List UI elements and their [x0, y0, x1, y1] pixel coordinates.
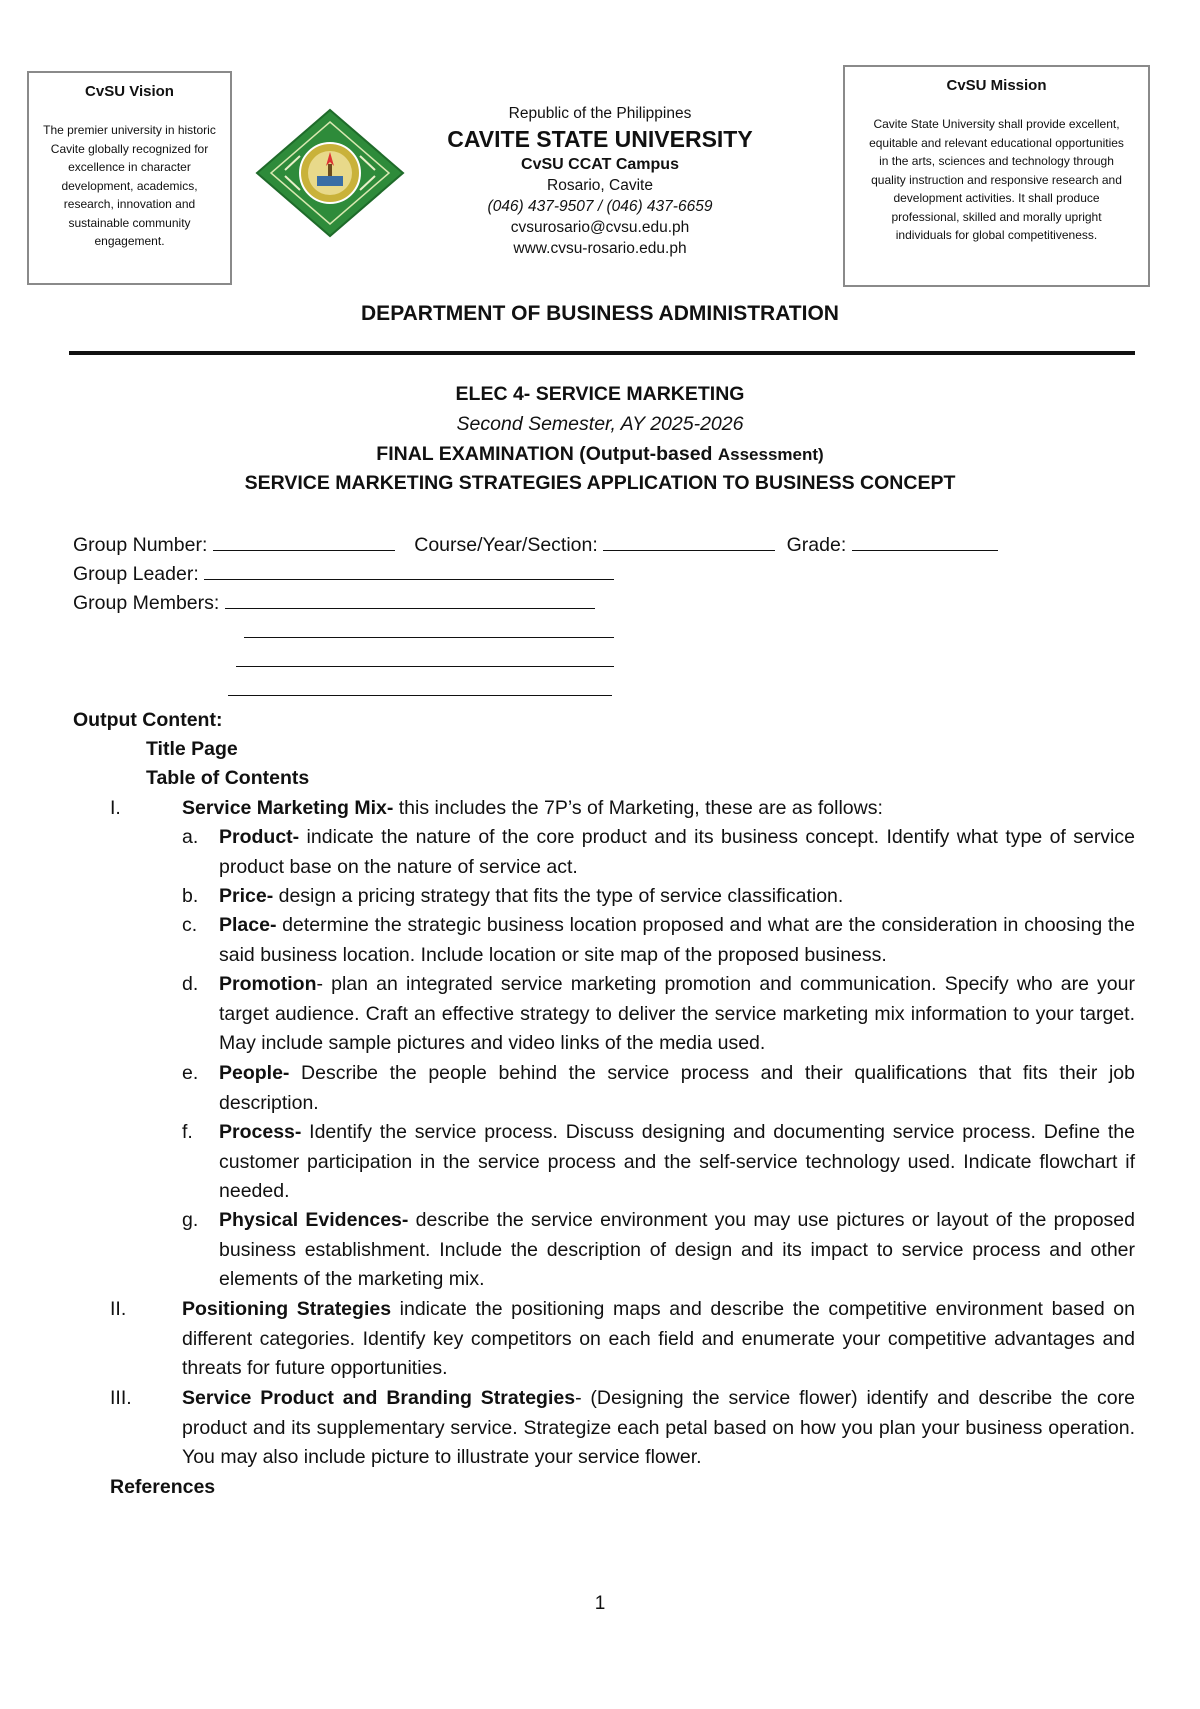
item-text: determine the strategic business location proposed and what are the consideration in choosing the said business location. Include location or site map of the proposed business.: [219, 914, 1135, 966]
exam-title-main: FINAL EXAMINATION (Output-based: [376, 443, 718, 465]
department-title: DEPARTMENT OF BUSINESS ADMINISTRATION: [361, 302, 839, 325]
vision-box: [27, 71, 232, 285]
section-label: Positioning Strategies: [182, 1298, 392, 1320]
course-year-section-label: Course/Year/Section:: [414, 534, 598, 556]
section-text: indicate the positioning maps and describe the competitive environment based on different categories. Identify key competitors on each field and enumerate your competitive advantages and threats for future opportunities.: [182, 1298, 1135, 1380]
group-leader-label: Group Leader:: [73, 563, 199, 585]
campus-email: cvsurosario@cvsu.edu.ph: [510, 219, 690, 236]
header-divider: [69, 351, 1135, 355]
item-label: Price-: [219, 885, 274, 907]
republic-line: Republic of the Philippines: [508, 105, 692, 122]
item-text: - plan an integrated service marketing promotion and communication. Specify who are your target audience. Craft an effective strategy to deliver the service marketing mix information to your target. May include sample pictures and video links of the media used.: [219, 973, 1135, 1055]
item-text: Describe the people behind the service process and their qualifications that fits their job description.: [219, 1062, 1135, 1114]
course-title: ELEC 4- SERVICE MARKETING: [455, 383, 745, 405]
campus-name: CvSU CCAT Campus: [521, 156, 679, 173]
section-marker: I.: [110, 797, 121, 819]
grade-field[interactable]: [852, 532, 998, 551]
section-marker: II.: [110, 1298, 127, 1320]
vision-title: CvSU Vision: [85, 83, 174, 100]
university-name: CAVITE STATE UNIVERSITY: [447, 126, 753, 152]
exam-title-sub: Assessment): [717, 445, 824, 464]
form-row-1: [73, 532, 998, 557]
group-member-field[interactable]: [244, 619, 614, 638]
item-text: Identify the service process. Discuss designing and documenting service process. Define the customer participation in the service process and the self-service technology used. Indicate flowchart if needed.: [219, 1121, 1135, 1203]
item-marker: c.: [182, 914, 198, 936]
campus-location: Rosario, Cavite: [547, 177, 653, 194]
item-label: Process-: [219, 1121, 302, 1143]
references-heading: References: [110, 1476, 216, 1498]
campus-phone: (046) 437-9507 / (046) 437-6659: [487, 198, 713, 215]
campus-website: www.cvsu-rosario.edu.ph: [513, 240, 687, 257]
course-year-section-field[interactable]: [603, 532, 775, 551]
item-marker: b.: [182, 885, 199, 907]
group-member-field[interactable]: [236, 648, 614, 667]
semester-line: Second Semester, AY 2025-2026: [456, 413, 744, 435]
grade-label: Grade:: [786, 534, 847, 556]
group-members-label: Group Members:: [73, 592, 220, 614]
section-text: - (Designing the service flower) identify and describe the core product and its supplementary service. Strategize each petal based on how you plan your business operation. You may also include picture to illustrate your service flower.: [182, 1387, 1135, 1469]
exam-topic: SERVICE MARKETING STRATEGIES APPLICATION TO BUSINESS CONCEPT: [244, 472, 956, 494]
group-member-field[interactable]: [225, 590, 595, 609]
item-label: Promotion: [219, 973, 317, 995]
form-row-3: [73, 590, 595, 615]
item-label: Physical Evidences-: [219, 1209, 409, 1231]
cvsu-seal-icon: [255, 108, 405, 243]
item-marker: a.: [182, 826, 199, 848]
item-text: describe the service environment you may use pictures or layout of the proposed business establishment. Include the description of design and its impact to service process and other elements of the marketing mix.: [219, 1209, 1135, 1291]
item-label: People-: [219, 1062, 290, 1084]
form-row-2: [73, 561, 614, 586]
section-marker: III.: [110, 1387, 132, 1409]
section-label: Service Product and Branding Strategies: [182, 1387, 576, 1409]
group-leader-field[interactable]: [204, 561, 614, 580]
item-marker: d.: [182, 973, 199, 995]
toc-item: Table of Contents: [146, 767, 310, 789]
section-label: Service Marketing Mix-: [182, 797, 394, 819]
section-text: this includes the 7P’s of Marketing, these are as follows:: [393, 797, 883, 819]
title-page-item: Title Page: [146, 738, 238, 760]
form-row-5: [236, 648, 614, 673]
page-number: 1: [594, 1593, 606, 1614]
mission-title: CvSU Mission: [946, 77, 1047, 94]
item-marker: g.: [182, 1209, 199, 1231]
form-row-4: [244, 619, 614, 644]
group-number-label: Group Number:: [73, 534, 208, 556]
mission-box: [843, 65, 1150, 287]
item-text: indicate the nature of the core product and its business concept. Identify what type of service product base on the nature of service act.: [219, 826, 1135, 878]
university-header: [400, 103, 800, 259]
item-label: Place-: [219, 914, 277, 936]
exam-title: [0, 443, 1200, 466]
mission-text: Cavite State University shall provide excellent, equitable and relevant educational opportunities in the arts, sciences and technology through quality instruction and responsive research and development activities. It shall produce professional, skilled and morally upright individuals for global competitiveness.: [869, 117, 1124, 242]
item-label: Product-: [219, 826, 300, 848]
item-marker: e.: [182, 1062, 199, 1084]
output-content-heading: Output Content:: [73, 709, 223, 731]
item-text: design a pricing strategy that fits the type of service classification.: [273, 885, 844, 907]
group-member-field[interactable]: [228, 677, 612, 696]
form-row-6: [228, 677, 612, 702]
vision-text: The premier university in historic Cavite globally recognized for excellence in character development, academics, research, innovation and sustainable community engagement.: [43, 123, 216, 248]
group-number-field[interactable]: [213, 532, 395, 551]
item-marker: f.: [182, 1121, 193, 1143]
